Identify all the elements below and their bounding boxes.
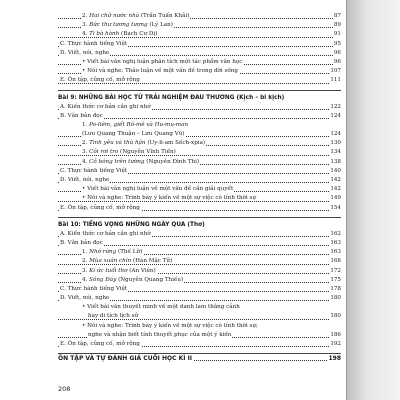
page-ref: 192 <box>329 340 341 349</box>
toc-entry: 2. Tình yêu và thù hận (Uy-li-am Sếch-xpia) 130 <box>58 139 341 148</box>
page-ref: 124 <box>329 130 341 139</box>
toc-subsection: • Nói và nghe: Trình bày ý kiến về một sự việc có tính thời sự; <box>82 322 258 329</box>
toc-entry-continued: (Lưu Quang Thuận – Lưu Quang Vũ) 124 <box>58 130 341 139</box>
toc-subsection: • Nói và nghe: Thảo luận về một vấn đề trong đời sống 107 <box>58 67 341 76</box>
toc-entry: 4. Tì bà hành (Bạch Cư Dị) 91 <box>58 30 341 39</box>
page-ref: 140 <box>329 167 341 176</box>
page-ref: 178 <box>329 285 341 294</box>
toc-entry: 4. Sông Đáy (Nguyễn Quang Thiều) 175 <box>58 276 341 285</box>
page-ref: 186 <box>329 331 341 340</box>
page-ref: 91 <box>333 30 341 39</box>
toc-section: D. Viết, nói, nghe 142 <box>58 176 341 185</box>
toc-section: C. Thực hành tiếng Việt 178 <box>58 285 341 294</box>
unit-divider <box>58 217 341 218</box>
page-ref: 96 <box>333 58 341 67</box>
page-ref: 124 <box>329 112 341 121</box>
toc-section: D. Viết, nói, nghe 180 <box>58 294 341 303</box>
page-ref: 154 <box>329 204 341 213</box>
page-ref: 87 <box>333 12 341 21</box>
toc-subsection: • Nói và nghe: Trình bày ý kiến về một sự việc có tính thời sự 149 <box>58 194 341 203</box>
page-ref: 198 <box>328 355 341 363</box>
toc-entry: 2. Hai chữ nước nhà (Trần Tuấn Khải) 87 <box>58 12 341 21</box>
toc-section: A. Kiến thức cơ bản cần ghi nhớ 162 <box>58 230 341 239</box>
toc-section: A. Kiến thức cơ bản cần ghi nhớ 122 <box>58 103 341 112</box>
page-ref: 107 <box>329 67 341 76</box>
page-ref: 162 <box>329 230 341 239</box>
toc-entry: 3. Kí ức tuổi thơ (An Viên) 172 <box>58 267 341 276</box>
page-shadow <box>346 0 400 400</box>
toc-section: E. Ôn tập, củng cố, mở rộng 192 <box>58 340 341 349</box>
toc-subsection-continued: nghe và nhận biết tính thuyết phục của một ý kiến 186 <box>58 331 341 340</box>
page-ref: 180 <box>329 312 341 321</box>
toc-section: C. Thực hành tiếng Việt 95 <box>58 40 341 49</box>
toc-section: D. Viết, nói, nghe 96 <box>58 49 341 58</box>
page-ref: 95 <box>333 40 341 49</box>
page-ref: 134 <box>329 148 341 157</box>
toc-section: C. Thực hành tiếng Việt 140 <box>58 167 341 176</box>
page-ref: 89 <box>333 21 341 30</box>
page-ref: 175 <box>329 276 341 285</box>
table-of-contents <box>58 12 341 363</box>
page-ref: 168 <box>329 257 341 266</box>
page-ref: 122 <box>329 103 341 112</box>
page-number: 208 <box>58 385 71 393</box>
final-review-entry: ÔN TẬP VÀ TỰ ĐÁNH GIÁ CUỐI HỌC KÌ II 198 <box>58 355 341 363</box>
toc-entry: 3. Cõi rơi tro (Nguyễn Vĩnh Tiến) 134 <box>58 148 341 157</box>
toc-entry: 1. Po-liêm, giết Rô-mê và Hu-mu-man <box>82 121 189 128</box>
page-ref: 163 <box>329 248 341 257</box>
page-ref: 96 <box>333 49 341 58</box>
unit-heading: Bài 9: NHỮNG BÀI HỌC TỪ TRẢI NGHIỆM ĐAU THƯƠNG (Kịch – bi kịch) <box>58 94 285 101</box>
page-ref: 111 <box>329 76 341 85</box>
toc-entry: 3. Bức thư tương tượng (Lý Lan) 89 <box>58 21 341 30</box>
toc-section: E. Ôn tập, củng cố, mở rộng 111 <box>58 76 341 85</box>
toc-section: B. Văn bản đọc 124 <box>58 112 341 121</box>
toc-entry: 1. Nhớ rừng (Thế Lữ) 163 <box>58 248 341 257</box>
toc-subsection: • Viết bài văn nghị luận về một vấn đề cần giải quyết 142 <box>58 185 341 194</box>
page-ref: 172 <box>329 267 341 276</box>
toc-subsection-continued: hay di tích lịch sử 180 <box>58 312 341 321</box>
toc-section: B. Văn bản đọc 163 <box>58 239 341 248</box>
page-ref: 142 <box>329 185 341 194</box>
unit-divider <box>58 90 341 91</box>
page-ref: 180 <box>329 294 341 303</box>
toc-entry: 4. Cỏ bóng trên tường (Nguyễn Đình Thi) 138 <box>58 158 341 167</box>
toc-entry: 2. Mùa xuân chín (Hàn Mặc Tử) 168 <box>58 257 341 266</box>
page-ref: 130 <box>329 139 341 148</box>
page-ref: 163 <box>329 239 341 248</box>
page-ref: 142 <box>329 176 341 185</box>
toc-subsection: • Viết bài văn nghị luận phân tích một tác phẩm văn học 96 <box>58 58 341 67</box>
page-ref: 138 <box>329 158 341 167</box>
toc-section: E. Ôn tập, củng cố, mở rộng 154 <box>58 204 341 213</box>
toc-subsection: • Viết bài văn thuyết minh về một danh lam thắng cảnh <box>82 304 240 311</box>
page-ref: 149 <box>329 194 341 203</box>
unit-heading: Bài 10: TIẾNG VỌNG NHỮNG NGÀY QUA (Thơ) <box>58 221 205 228</box>
